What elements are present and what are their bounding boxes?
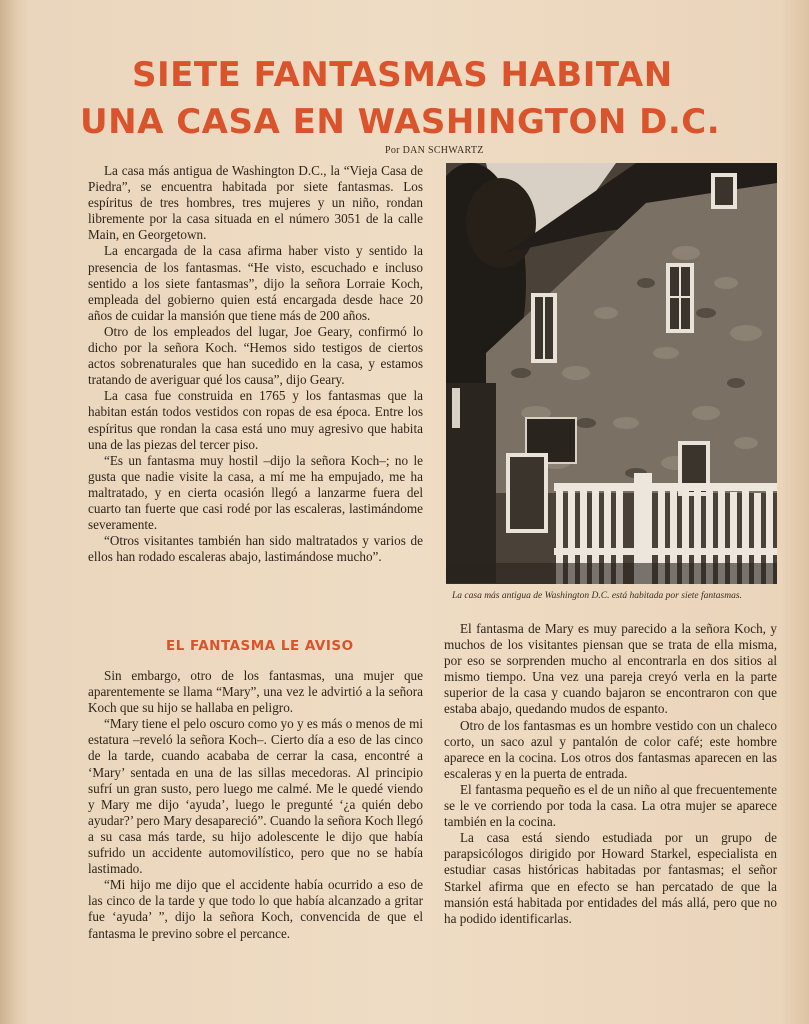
paragraph: “Es un fantasma muy hostil –dijo la señora Koch–; no le gusta que nadie visite la casa, a mí me ha empujado, me ha maltratado, y en cierta ocasión llegó a lanzarme fuera del cuarto tan fuerte que casi rodé por las escaleras, lastimándome severamente. — [88, 452, 423, 533]
byline: Por DAN SCHWARTZ — [385, 145, 484, 156]
paragraph: Sin embargo, otro de los fantasmas, una mujer que aparentemente se llama “Mary”, una vez le advirtió a la señora Koch que su hijo se hallaba en peligro. — [88, 668, 423, 716]
paragraph: El fantasma pequeño es el de un niño al que frecuentemente se le ve corriendo por toda la casa. La otra mujer se aparece también en la cocina. — [444, 781, 777, 830]
paragraph: La casa está siendo estudiada por un grupo de parapsicólogos dirigido por Howard Starkel, especialista en estudiar casas históricas habitadas por fantasmas; el señor Starkel afirma que en efecto se han percatado de que la mansión está habitada por entidades del más allá, pero que no ha podido identificarlas. — [444, 830, 777, 926]
column-right — [444, 621, 777, 927]
paragraph: “Mary tiene el pelo oscuro como yo y es más o menos de mi estatura –reveló la señora Koch–. Cierto día a eso de las cinco de la tarde, cuando acababa de cerrar la casa, encontré a ‘Mary’ sentada en una de las sillas mecedoras. Al principio sufrí un gran susto, pero luego me calmé. Me le quedé viendo y Mary me dijo ‘ayuda’, luego le pregunté ‘¿a quién debo ayudar?’ pero Mary desapareció”. Cuando la señora Koch llegó a su casa más tarde, su hijo adolescente le dijo que había sufrido un accidente automovilístico, pero que no se había lastimado. — [88, 716, 423, 877]
column-left-top — [88, 163, 423, 565]
paragraph: La casa fue construida en 1765 y los fantasmas que la habitan están todos vestidos con ropas de esa época. Entre los espíritus que rondan la casa está uno muy agresivo que habita una de las piezas del tercer piso. — [88, 388, 423, 452]
section-subhead: EL FANTASMA LE AVISO — [166, 638, 354, 654]
page-edge — [0, 0, 18, 1024]
paragraph: “Otros visitantes también han sido maltratados y varios de ellos han rodado escaleras abajo, lastimándose mucho”. — [88, 533, 423, 565]
headline-line-1: SIETE FANTASMAS HABITAN — [132, 55, 673, 95]
photo-caption: La casa más antigua de Washington D.C. está habitada por siete fantasmas. — [452, 591, 742, 601]
paragraph: Otro de los empleados del lugar, Joe Geary, confirmó lo dicho por la señora Koch. “Hemos sido testigos de ciertos actos sobrenaturales que han sucedido en la casa, y estamos tratando de averiguar qué los causa”, dijo Geary. — [88, 323, 423, 388]
paragraph: El fantasma de Mary es muy parecido a la señora Koch, y muchos de los visitantes piensan que se trata de ella misma, por eso se sorprenden mucho al encontrarla en dos sitios al mismo tiempo. Una vez una pareja creyó verla en la parte superior de la casa y cuando bajaron se encontraron con que estaba abajo, quedando mudos de espanto. — [444, 621, 777, 717]
paragraph: La casa más antigua de Washington D.C., la “Vieja Casa de Piedra”, se encuentra habitada por siete fantasmas. Los espíritus de tres hombres, tres mujeres y un niño, rondan libremente por la casa situada en el número 3051 de la calle Main, en Georgetown. — [88, 163, 423, 243]
headline-line-2: UNA CASA EN WASHINGTON D.C. — [80, 102, 721, 142]
column-left-bottom — [88, 668, 423, 942]
stone-house-image — [446, 163, 777, 584]
paragraph: “Mi hijo me dijo que el accidente había ocurrido a eso de las cinco de la tarde y que todo lo que había alcanzado a gritar fue ‘ayuda’ ”, dijo la señora Koch, convencida de que el fantasma le previno sobre el percance. — [88, 877, 423, 941]
paragraph: Otro de los fantasmas es un hombre vestido con un chaleco corto, un saco azul y pantalón de color café; este hombre aparece en la cocina. Los otros dos fantasmas aparecen en las escaleras y en la puerta de entrada. — [444, 717, 777, 781]
paragraph: La encargada de la casa afirma haber visto y sentido la presencia de los fantasmas. “He visto, escuchado e incluso sentido a los siete fantasmas”, dijo la señora Lorraie Koch, empleada del gobierno quien está encargada desde hace 20 años de cuidar la mansión que tiene más de 200 años. — [88, 243, 423, 323]
house-photo — [446, 163, 777, 584]
